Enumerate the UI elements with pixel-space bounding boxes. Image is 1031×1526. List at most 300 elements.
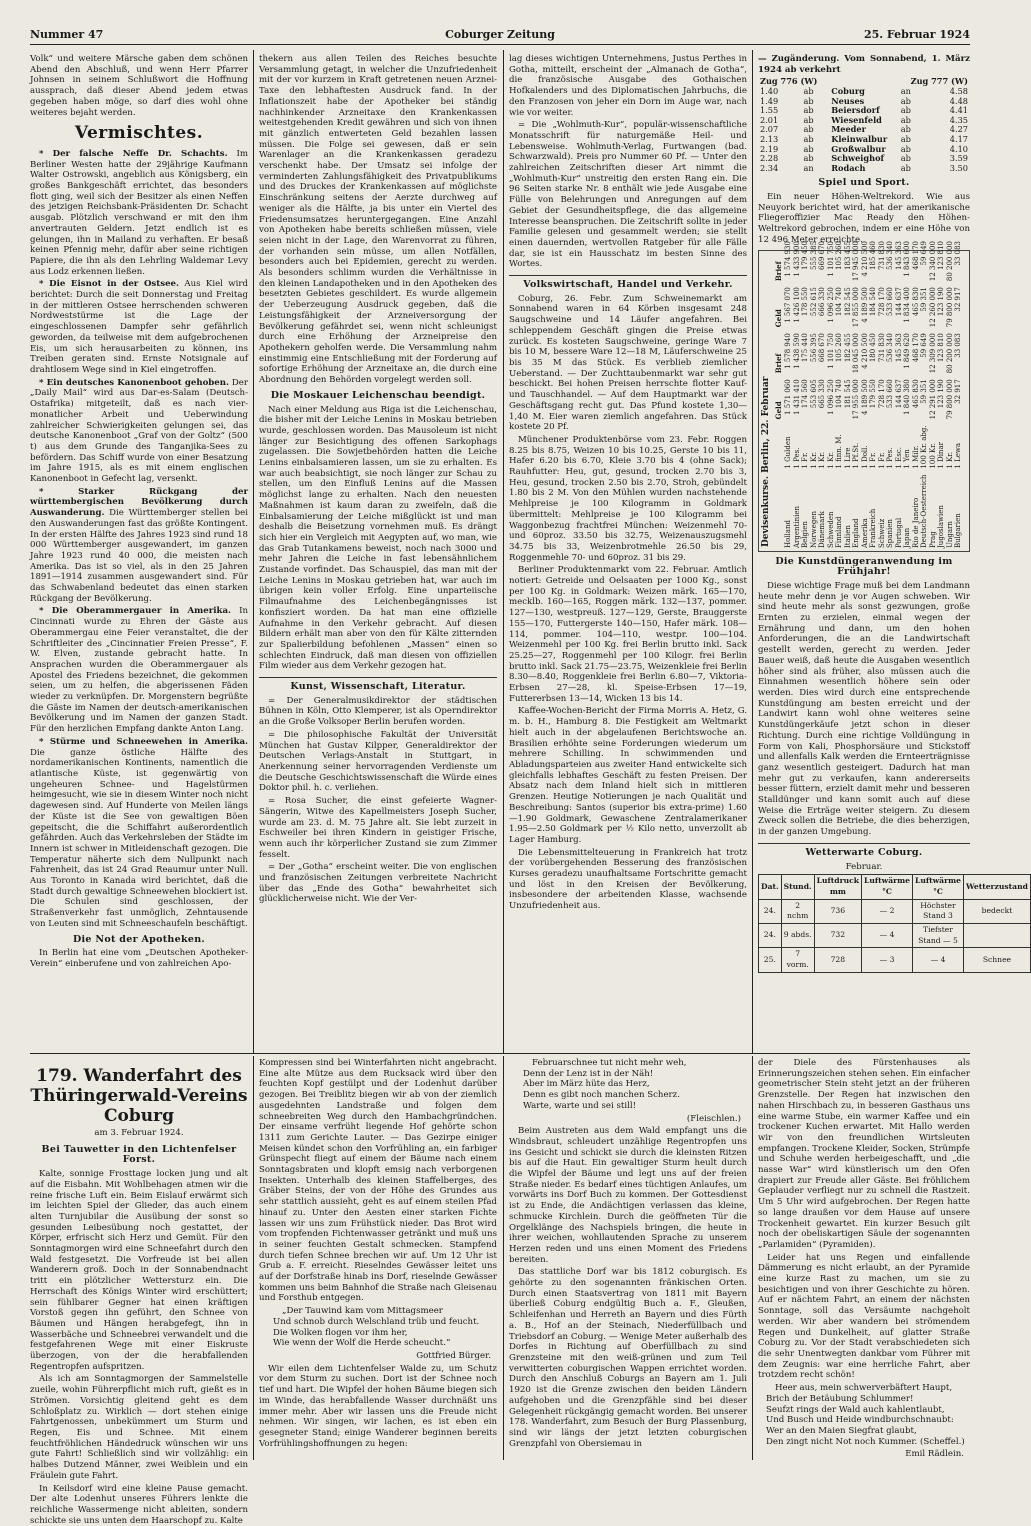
rate-cell: 178 550: [801, 284, 810, 330]
article-body: Als ich am Sonntagmorgen der Sammelstelle zueile, wohin Führerpflicht mich ruft, gießt es in Strömen. Vorsichtig gleitend geht es dem Schloßplatz zu. Wirklich — dort stehen einige Fahrtgenossen, unbekümmert um Sturm und Regen, Eis und Schnee. Mit einem feuchtfröhlichen Händedruck wünschen wir uns gute Fahrt! Schließlich sind wir vollzählig: ein halbes Dutzend Männer, zwei Weiblein und ein Fräulein gute Fahrt.: [30, 1374, 248, 1481]
rate-cell: 180 450: [869, 330, 878, 376]
time-cell: 2.34: [758, 164, 802, 174]
article-body: der Diele des Fürstenhauses als Erinnerungszeichen stehen sehen. Ein einfacher geometrischer Stein steht jetzt an der früheren Grenzstelle. Der Regen hat inzwischen den nahen Hirschbach zu, in besseren Gasthaus uns eine warme Stube, ein warmer Kaffee und ein trockener Kuchen erwartet. Mit Hallo werden wir von den freundlichen Wirtsleuten empfangen. Trockene Kleider, Socken, Strümpfe und Schuhe werden herbeigeschafft, und „die nasse War“ wird künstlerisch um den Ofen drapiert zur Freude aller Gäste. Bei fröhlichem Geplauder verfliegt nur zu schnell die Rastzeit. Um 5 Uhr wird aufgebrochen. Der Regen hatte so lange draußen vor dem Hause auf unsere Trockenheit gewartet. Ein kurzer Besuch gilt noch der obeliskartigen Säule der sogenannten „Parlamiden“ (Pyramiden).: [758, 1058, 970, 1251]
weather-header: [759, 875, 1031, 899]
article-body: Coburg, 26. Febr. Zum Schweinemarkt am Sonnabend waren in 64 Körben insgesamt 248 Saugschweine und 14 Läufer angefahren. Bei schleppendem Geschäft gingen die Preise etwas zurück. Es kosteten Saugschweine, geringe Ware 7 bis 10 M, bessere Ware 12—18 M, Läuferschweine 25 bis 35 M das Stück. Es verblieb ziemlicher Ueberstand. — Der Zuchttaubenmarkt war sehr gut beschickt. Bei hohen Preisen herrschte flotter Kauf- und Tauschhandel. — Auf dem Hauptmarkt war der Geschäftsgang recht gut. Das Pfund kostete 1,30—1,40 M. Eier waren ziemlich angefahren. Das Stück kostete 20 Pf.: [509, 294, 747, 433]
exchange-row: [878, 238, 887, 551]
unit-cell: 1 Kr.: [818, 422, 827, 471]
newspaper-title: Coburger Zeitung: [30, 28, 970, 41]
weather-cell: Schnee: [963, 948, 1030, 972]
station-name: Schweighof: [829, 154, 899, 164]
rate-cell: 728 170: [878, 284, 887, 330]
rate-cell: 33 083: [954, 238, 963, 284]
unit-cell: 1 finn. M.: [835, 422, 844, 471]
exchange-row: [937, 238, 946, 551]
rate-cell: 182 545: [844, 284, 853, 330]
unit-cell: 1 Kr.: [827, 422, 836, 471]
weather-cell: 728: [814, 948, 861, 972]
rate-cell: 728 170: [878, 376, 887, 422]
column-header: Wetterzustand: [963, 875, 1030, 899]
rate-cell: 18 045 000: [852, 330, 861, 376]
time-cell: ab: [899, 164, 927, 174]
country-cell: Prag: [929, 471, 938, 550]
exchange-row: [818, 238, 827, 551]
article-body: In Keilsdorf wird eine kleine Pause gemacht. Der alte Lodenhut unseres Führers lenkte die reichliche Wassermenge nicht ableiten, sondern schickte sie uns unten dem Haarschopf zu. Kalte: [30, 1484, 248, 1526]
time-cell: ab: [802, 116, 830, 126]
weather-cell: — 2: [862, 899, 913, 923]
country-cell: Norwegen: [810, 471, 819, 550]
article-body: Beim Austreten aus dem Wald empfangt uns die Windsbraut, schleudert unzählige Regentropfen uns ins Gesicht und schickt sie durch die kleinsten Ritzen bis auf die Haut. Ein gewaltiger Sturm heult durch die Wipfel der Bäume und legt uns auf der freien Straße nieder. Es bedarf eines tüchtigen Anlaufes, um vorwärts ins Dorf Buch zu kommen. Der Gottesdienst ist zu Ende, die Andächtigen verlassen das kleine, schmucke Kirchlein. Durch die geöffneten Tür die Orgelklänge des Nachspiels bringen, die heute in ihrer weichen, wohllautenden Sprache zu unserem Herzen reden und uns einen Moment des Friedens bereiten.: [509, 1126, 747, 1265]
rate-cell: 468 170: [912, 238, 921, 284]
rate-cell: 1 438 590: [793, 330, 802, 376]
rate-cell: 533 660: [886, 284, 895, 330]
station-name: Rodach: [829, 164, 899, 174]
rate-cell: 536 340: [886, 330, 895, 376]
unit-cell: 1 Milr.: [912, 422, 921, 471]
rate-cell: 33 083: [954, 330, 963, 376]
country-cell: Belgien: [801, 471, 810, 550]
train-timetable: [758, 77, 970, 173]
column-wanderfahrt-1: [30, 1058, 248, 1460]
poem: Februarschnee tut nicht mehr weh, Denn der Lenz ist in der Näh! Aber im März hüte das Herz, Denn es gibt noch manchen Scherz. Warte, warte und sei still!: [509, 1058, 747, 1112]
rate-cell: 183 455: [844, 238, 853, 284]
article-body: Aus Kiel wird berichtet: Durch die seit Donnerstag und Freitag in der mittleren Ostsee herrschenden schweren Nordweststürme ist die Lage der eingeschlossenen Dampfer sehr gefährlich geworden, da teilweise mit dem aufgebrochenen Eis, um sich herausarbeiten zu können, ins Treiben geraten sind. Ernste Notsignale auf drahtlosem Wege sind in Kiel eingetroffen.: [30, 279, 248, 375]
unit-cell: 100 Kr. abg.: [920, 422, 929, 471]
exchange-row: [827, 238, 836, 551]
rate-cell: 1 101 750: [827, 330, 836, 376]
rate-cell: 105 260: [835, 330, 844, 376]
country-cell: Dänemark: [818, 471, 827, 550]
rate-cell: 17 945 000: [852, 238, 861, 284]
time-cell: 1.55: [758, 106, 802, 116]
article-body: = Die „Wohlmuth-Kur“, populär-wissenschaftliche Monatsschrift für naturgemäße Heil- und Lebensweise. Wohlmuth-Verlag, Furtwangen (bad. Schwarzwald). Preis pro Nummer 60 Pf. — Unter den zahlreichen Zeitschriften dieser Art nimmt die „Wohlmuth-Kur“ unstreitig den ersten Rang ein. Die 96 Seiten starke Nr. 8 enthält wie jede Ausgabe eine Fülle von Belehrungen und Anregungen auf dem Gebiet der Gesundheitspflege, die das allgemeine Interesse beanspruchen. Die Zeitschrift sollte in jeder Familie gelesen und gesammelt werden; sie stellt einen dauernden, wertvollen Ratgeber für alle Fälle dar, sie ist ein Hausschatz im besten Sinne des Wortes.: [509, 120, 747, 270]
rate-cell: 4 210 500: [861, 238, 870, 284]
exchange-row: [895, 238, 904, 551]
rate-cell: 123 810: [937, 330, 946, 376]
unit-cell: 1 Fr.: [869, 422, 878, 471]
time-cell: ab: [802, 87, 830, 97]
exchange-row: [801, 238, 810, 551]
rate-cell: 536 340: [886, 238, 895, 284]
station-name: Kleinwalbur: [829, 135, 899, 145]
column-header: Luftwärme °C: [913, 875, 964, 899]
weather-cell: — 4: [862, 924, 913, 948]
weather-row: [759, 924, 1031, 948]
rate-cell: 4 189 500: [861, 376, 870, 422]
exchange-row: [920, 238, 929, 551]
weather-cell: Höchster Stand 3: [913, 899, 964, 923]
column-header: Brief: [774, 238, 785, 284]
article-title: * Stürme und Schneewehen in Amerika.: [39, 737, 248, 747]
rate-cell: 144 637: [895, 376, 904, 422]
rate-cell: 665 330: [818, 376, 827, 422]
rate-cell: 32 917: [954, 376, 963, 422]
article-body: Die Lebensmittelteuerung in Frankreich hat trotz der vorübergehenden Besserung des französischen Kurses geradezu unaufhaltsame Fortschritte gemacht und löst in den Kreisen der Bevölkerung, insbesondere der arbeitenden Klasse, wachsende Unzufriedenheit aus.: [509, 848, 747, 912]
rate-cell: 123 810: [937, 238, 946, 284]
rate-cell: 1 578 940: [784, 330, 793, 376]
rate-cell: 12 260 000: [929, 284, 938, 330]
article-body: Der „Daily Mail“ wird aus Dar-es-Salam (Deutsch-Ostafrika) mitgeteilt, daß es nach vier-monatlicher Arbeit und Ueberwindung zahlreicher Schwierigkeiten gelungen sei, das deutsche Kanonenboot „Graf von der Goltz“ (500 t) aus dem Grunde des Tanganjika-Sees zu befördern. Das Schiff wurde von einer Besatzung im Jahre 1915, als es mit einem englischen Kanonenboot in Gefecht lag, versenkt.: [30, 378, 248, 484]
weather-cell: 736: [814, 899, 861, 923]
column-rule: [503, 50, 504, 1053]
weather-cell: 2 nchm: [781, 899, 814, 923]
article-title: * Die Eisnot in der Ostsee.: [39, 279, 179, 289]
rate-cell: 144 637: [895, 284, 904, 330]
country-cell: Ungarn: [946, 471, 955, 550]
rate-cell: 669 670: [818, 238, 827, 284]
section-heading-sport: Spiel und Sport.: [758, 178, 970, 189]
train-777-label: Zug 777 (W): [899, 77, 970, 87]
rate-cell: 1 849 620: [903, 330, 912, 376]
column-apotheken: [259, 54, 497, 1050]
unit-cell: 1 Yen: [903, 422, 912, 471]
rate-cell: 179 550: [869, 376, 878, 422]
column-wanderfahrt-4: [758, 1058, 970, 1460]
time-cell: ab: [899, 145, 927, 155]
article-body: = Rosa Sucher, die einst gefeierte Wagner-Sängerin, Witwe des Kapellmeisters Joseph Sucher, wurde am 23. d. M. 75 Jahre alt. Sie lebt zurzeit in Eschweiler bei ihren Kindern in geistiger Frische, wenn auch ihr körperlicher Zustand sie zum Zimmer fesselt.: [259, 796, 497, 860]
article-body: Kalte, sonnige Frosttage locken jung und alt auf die Eisbahn. Mit Wohlbehagen atmen wir die reine frische Luft ein. Beim Eislauf erwärmt sich im leichten Spiel der Glieder, das auch einem alten Turnjubilar die Ausübung der sonst so gesunden Leibesübung noch gestattet, der Körper, erfrischt sich Herz und Gemüt. Für den Sonntagmorgen wird eine Schneefahrt durch den Wald festgesetzt. Die Vorfreude ist bei allen Wanderern groß. Doch in der Sonnabendnacht tritt ein plötzlicher Wettersturz ein. Die Herrschaft des Königs Winter wird erschüttert; sein fühlbarer Gegner hat einen kräftigen Vorstoß gegen ihn geführt, den Schnee von Bäumen und Hängen herabgefegt, ihn in Wasserbäche und Schneebrei verwandelt und die festgefahrenen Wege mit einer Eiskruste überzogen, von der die herabfallenden Regentropfen aufspritzen.: [30, 1169, 248, 1372]
unit-cell: 1 Kr.: [946, 422, 955, 471]
country-cell: England: [852, 471, 861, 550]
time-cell: 2.01: [758, 116, 802, 126]
exchange-row: [844, 238, 853, 551]
station-name: Beiersdorf: [829, 106, 899, 116]
station-name: Wiesenfeld: [829, 116, 899, 126]
exchange-row: [954, 238, 963, 551]
rate-cell: 731 830: [878, 238, 887, 284]
column-wirtschaft: [509, 54, 747, 1050]
article-body: Kaffee-Wochen-Bericht der Firma Morris A. Hetz, G. m. b. H., Hamburg 8. Die Festigkeit am Weltmarkt hielt auch in der abgelaufenen Berichtswoche an. Brasilien erhöhte seine Forderungen wiederum um mehrere Schilling. In schwimmenden und Abladungsparteien aus zweiter Hand entwickelte sich gleichfalls lebhaftes Geschäft zu festen Preisen. Der Absatz nach dem Inland hielt sich in mittleren Grenzen. Heutige Notierungen je nach Qualität und Beschreibung: Santos (superior bis extra-prime) 1.60—1.90 Goldmark, Gewaschene Zentralamerikaner 1.95—2.50 Goldmark per ½ Kilo netto, unverzollt ab Lager Hamburg.: [509, 706, 747, 845]
station-name: Großwalbur: [829, 145, 899, 155]
rate-cell: 17 955 000: [852, 376, 861, 422]
rate-cell: 104 740: [835, 284, 844, 330]
rate-cell: 17 855 000: [852, 284, 861, 330]
time-cell: ab: [899, 135, 927, 145]
time-cell: ab: [802, 97, 830, 107]
unit-cell: 100 Kr.: [929, 422, 938, 471]
article-body: Wir eilen dem Lichtenfelser Walde zu, um Schutz vor dem Sturm zu suchen. Dort ist der Schnee noch tief und hart. Die Wipfel der hohen Bäume biegen sich im Winde, das herabfallende Wasser durchnäßt uns immer mehr. Aber wir lassen uns die Freude nicht nehmen. Wir singen, wir lachen, es ist eben ein gesegneter Stand; einige Wanderer beginnen bereits Vorfrühlingshoffnungen zu hegen:: [259, 1364, 497, 1450]
station-name: Neuses: [829, 97, 899, 107]
rate-cell: 468 170: [912, 330, 921, 376]
rate-cell: 12 291 000: [929, 376, 938, 422]
article-body: thekern aus allen Teilen des Reiches besuchte Versammlung getagt, in welcher die Unzufriedenheit mit der vor kurzem in Kraft getretenen neuen Arznei-Taxe den lebhaftesten Ausdruck fand. In der Inflationszeit habe der Apotheker bei ständig nachhinkender Arzneitaxe den Krankenkassen weitestgehenden Kredit gewähren und sich von ihnen mit gänzlich entwerteten Geld bezahlen lassen müssen. Die Folge sei gewesen, daß er sein Warenlager an die Krankenkassen geradezu verschenkt habe. Der Umsatz sei infolge der verminderten Zahlungsfähigkeit des Privatpublikums und des Druckes der Krankenkassen auf möglichste Einschränkung seitens der Aerzte durchweg auf weniger als die Hälfte, ja bis unter ein Viertel des Friedensumsatzes heruntergegangen. Eine Anzahl von Apotheken habe bereits schließen müssen, viele seien nicht in der Lage, den Warenvorrat zu führen, der vorhanden sein müsse, um allen Notfällen, besonders auch bei Epidemien, gerecht zu werden. Als besonders schlimm wurden die Verhältnisse in den kleinen Landapotheken und in den Apotheken des besetzten Gebietes geschildert. Es wurde allgemein der Ueberzeugung Ausdruck gegeben, daß die Leistungsfähigkeit der Arzneiversorgung der Bevölkerung gefährdet sei, wenn nicht schleunigst durch eine Erhöhung der Arzneipreise den Apothekern geholfen werde. Die Versammlung nahm einstimmig eine Entschließung mit der Forderung auf sofortige Erhöhung der Arzneitaxe an, die durch eine Abordnung den Behörden vorgelegt werden soll.: [259, 54, 497, 386]
article-body: Kompressen sind bei Winterfahrten nicht angebracht. Eine alte Mütze aus dem Rucksack wird über den feuchten Kopf gestülpt und der Lodenhut darüber gezogen. Bei Treiblitz biegen wir ab von der ziemlich ausgedehnten Landstraße und folgen dem schneebreiten Weg durch den Hambachgründchen. Der einsame verfrüht liegende Hof gehörte schon 1311 zum Gerichte Lauter. — Das Gezirpe einiger Meisen kündet schon den Vorfrühling an, ein farbiger Grünspecht fliegt auf einem der Bäume nach einem Sonntagsbraten und klopft emsig nach verborgenen Insekten. Unterhalb des kleinen Staffelberges, des Gräber Steins, der von der Höhe des Grundes aus sehr stattlich aussieht, geht es auf einem steilen Pfad hinauf zu. Unter den Aesten einer starken Fichte lassen wir uns zum Frühstück nieder. Das Brot wird vom tropfenden Fichtenwasser getränkt und muß uns in seiner feuchten Gestalt schmecken. Stampfend durch tiefen Schnee brechen wir auf. Um 12 Uhr ist Grub a. F. erreicht. Rieselndes Gewässer leitet uns auf der Dorfstraße hinab ins Dorf, rieselnde Gewässer kommen uns beim Bahnhof die Straße nach Gleisenau und Forsthub entgegen.: [259, 1058, 497, 1304]
weather-cell: 9 abds.: [781, 924, 814, 948]
unit-cell: 1 Fr.: [801, 422, 810, 471]
time-cell: ab: [802, 145, 830, 155]
poem: „Der Tauwind kam vom Mittagsmeer Und schnob durch Welschland trüb und feucht. Die Wolken flogen vor ihm her, Wie wenn der Wolf die Herde scheucht.“: [259, 1306, 497, 1349]
article-body: Das stattliche Dorf war bis 1812 coburgisch. Es gehörte zu den sogenannten fränkischen Orten. Durch einen Staatsvertrag von 1811 mit Bayern überließ Coburg endgültig Buch a. F., Gleußen, Schleifenhan und Herreth an Bayern und dies Fürth a. B., Hof an der Steinach, Niederfüllbach und Triebsdorf an Coburg. — Wenige Meter außerhalb des Dorfes in Richtung auf Oberfüllbach zu sind Grenzsteine mit den weiß-grünen und zum Teil verwitterten coburgischen Wappen errichtet worden. Durch den Anschluß Coburgs an Bayern am 1. Juli 1920 ist die Grenze zwischen den beiden Ländern aufgehoben und die Grenzpfähle sind bei dieser Gelegenheit rückgängig gemacht worden. Bei unserer 178. Wanderfahrt, zum Besuch der Burg Plassenburg, sind wir längs der jetzt letzten coburgischen Grenzpfahl von Obersiemau in: [509, 1267, 747, 1449]
time-cell: 4.10: [926, 145, 970, 155]
rate-cell: 556 395: [810, 330, 819, 376]
rate-cell: 184 540: [869, 284, 878, 330]
rate-cell: 12 340 000: [929, 238, 938, 284]
rate-cell: 59 351: [920, 376, 929, 422]
timetable-row: [758, 164, 970, 174]
column-vermischtes: [30, 54, 248, 1050]
weather-cell: bedeckt: [963, 899, 1030, 923]
section-rule: [30, 1053, 970, 1054]
rate-cell: 1 840 380: [903, 376, 912, 422]
article-body: In Berlin hat eine vom „Deutschen Apotheker-Verein“ einberufene und von zahlreichen Apo-: [30, 948, 248, 969]
rate-cell: 145 363: [895, 330, 904, 376]
article-body: Die ganze östliche Hälfte des nordamerikanischen Kontinents, namentlich die atlantische Küste, ist gegenwärtig von ungeheuren Schnee- und Hagelstürmen heimgesucht, wie sie in diesem Winter noch nicht dagewesen sind. Auf Hunderte von Meilen längs der Küste ist die See von gewaltigen Böen gepeitscht, die die Schiffahrt außerordentlich gefährden. Auch das Verkehrsleben der Städte im Innern ist schwer in Mitleidenschaft gezogen. Die Temperatur näherte sich dem Nullpunkt nach Fahrenheit, das ist 24 Grad Reaumur unter Null. Aus Toronto in Kanada wird berichtet, daß die Stadt durch gewaltige Schneewehen blockiert ist. Die Schulen sind geschlossen, der Straßenverkehr fast unmöglich, Zehntausende von Leuten sind mit Schneeschaufeln beschäftigt.: [30, 748, 248, 929]
exchange-row: [869, 238, 878, 551]
rate-cell: 12 309 000: [929, 330, 938, 376]
rate-cell: 731 830: [878, 330, 887, 376]
article-body: Nach einer Meldung aus Riga ist die Leichenschau, die bisher mit der Leiche Lenins in Moskau betrieben wurde, geschlossen worden. Das Mausoleum ist nicht länger zur Besichtigung des offenen Sarkophags zugelassen. Die Sowjetbehörden hatten die Leiche Lenins einbalsamieren lassen, um sie zu erhalten. Es war auch beabsichtigt, sie noch länger zur Schau zu stellen, um den Einfluß Lenins auf die Massen möglichst lange zu erhalten. Nach den neuesten Maßnahmen ist kaum daran zu zweifeln, daß die Einbalsamierung der Leiche mißglückt ist und man deshalb die Beisetzung vornehmen muß. Es drängt sich hier ein Vergleich mit Aegypten auf, wo man, wie das Grab Tutankamens beweist, noch nach 3000 und mehr Jahren die Leiche in fast lebensähnlichem Zustande vorfindet. Das Schauspiel, das man mit der Leiche Lenins in Moskau getrieben hat, war auch im übrigen kein voller Erfolg. Eine unparteiische Filmaufnahme des Leichenbegängnisses ist konfisziert worden. Da hat man eine offizielle Aufnahme in den Verkehr gebracht. Auf diesen Bildern erhält man aber von den für Kälte zitternden zur Spalierbildung befohlenen „Massen“ einen so schlechten Eindruck, daß man diesen von offiziellen Film wieder aus dem Verkehr gezogen hat.: [259, 405, 497, 673]
station-name: Meeder: [829, 125, 899, 135]
country-cell: Jugoslawien: [937, 471, 946, 550]
rate-cell: 182 455: [844, 330, 853, 376]
time-cell: 3.59: [926, 154, 970, 164]
wanderfahrt-date: am 3. Februar 1924.: [30, 1128, 248, 1139]
poem: Heer aus, mein schwerverbäftert Haupt, Brich der Betäubung Schlummer! Seufzt rings der Wald auch kahlentlaubt, Und Busch und Heide windburchschnaubt: Wer an den Maien Siegfrat glaubt, Den zingt nicht Not noch Kummer. (Scheffel.): [758, 1383, 970, 1447]
poem-author: Gottfried Bürger.: [259, 1351, 497, 1362]
rate-cell: 80 200 000: [946, 238, 955, 284]
unit-cell: 1 Pes.: [793, 422, 802, 471]
devisen-city: Berlin: [761, 441, 771, 472]
article-title: * Die Oberammergauer in Amerika.: [39, 606, 231, 616]
page-header: [30, 28, 970, 45]
rate-cell: 553 605: [810, 376, 819, 422]
article-body: Diese wichtige Frage muß bei dem Landmann heute mehr denn je vor Augen schweben. Wir sind heute mehr als sonst gezwungen, große Ernten zu erzielen, einmal wegen der Ernährung und dann, um den hohen Anforderungen, die an die Landwirtschaft gestellt werden, gerecht zu werden. Jeder Bauer weiß, daß heute die Ausgaben wesentlich höher sind als früher, also müssen auch die Einnahmen wesentlich höhere sein oder werden. Dies wird durch eine entsprechende Kunstdüngung am besten erreicht und der Landwirt kann wohl ohne weiteres seine Kunstdüngerkäufe jetzt schon in dieser Richtung. Durch eine richtige Volldüngung in Form von Kali, Phosphorsäure und Stickstoff und allenfalls Kalk werden die Ernteerträgnisse ganz wesentlich gesteigert. Dadurch hat man mehr gut zu verkaufen, kann andererseits besser füttern, erzielt damit mehr und besseren Stalldünger und kann somit auch auf diese Weise die Erträge weiter steigern. Zu diesem Zweck sollen die Betriebe, die dies beherzigen, in der ganzen Umgebung.: [758, 581, 970, 838]
time-cell: 1.49: [758, 97, 802, 107]
rate-cell: 1 574 930: [784, 238, 793, 284]
column-wanderfahrt-2: [259, 1058, 497, 1460]
country-cell: Holland: [784, 471, 793, 550]
country-cell: Schweden: [827, 471, 836, 550]
unit-cell: 1 Lire: [844, 422, 853, 471]
exchange-row: [886, 238, 895, 551]
rate-cell: 1 101 750: [827, 238, 836, 284]
time-cell: ab: [899, 125, 927, 135]
column-header: Dat.: [759, 875, 782, 899]
rate-cell: 59 351: [920, 284, 929, 330]
country-cell: Amerika: [861, 471, 870, 550]
devisen-header: [774, 238, 785, 551]
rate-cell: 1 834 400: [903, 284, 912, 330]
article-heading-kunstduenger: Die Kunstdüngeranwendung im Frühjahr!: [758, 557, 970, 578]
time-cell: 4.27: [926, 125, 970, 135]
time-cell: an: [899, 87, 927, 97]
rate-cell: 1 431 410: [793, 376, 802, 422]
devisen-title: Devisenkurse.: [761, 476, 771, 547]
rate-cell: 123 190: [937, 376, 946, 422]
country-cell: Portugal: [895, 471, 904, 550]
time-cell: ab: [899, 106, 927, 116]
rate-cell: 80 200 000: [946, 330, 955, 376]
rate-cell: 185 460: [869, 238, 878, 284]
column-rule: [503, 1056, 504, 1460]
weather-cell: 7 vorm.: [781, 948, 814, 972]
unit-cell: 1 Lewa: [954, 422, 963, 471]
unit-cell: 1 Esc.: [895, 422, 904, 471]
weather-table: [758, 874, 1031, 973]
time-cell: ab: [899, 154, 927, 164]
country-cell: Argentinien: [793, 471, 802, 550]
rate-cell: 4 189 500: [861, 284, 870, 330]
time-cell: an: [802, 164, 830, 174]
column-header: Luftwärme °C: [862, 875, 913, 899]
exchange-row: [946, 238, 955, 551]
exchange-row: [861, 238, 870, 551]
rate-cell: 1 426 100: [793, 284, 802, 330]
exchange-row: [929, 238, 938, 551]
train-change-notice: — Zugänderung. Vom Sonnabend, 1. März 1924 ab verkehrt: [758, 54, 970, 75]
weather-month: Februar.: [758, 862, 970, 873]
section-heading-vermischtes: Vermischtes.: [30, 128, 248, 139]
time-cell: ab: [802, 135, 830, 145]
country-cell: Finnland: [835, 471, 844, 550]
rate-cell: 555 385: [810, 238, 819, 284]
country-cell: Schweiz: [878, 471, 887, 550]
rate-cell: 59 649: [920, 238, 929, 284]
country-cell: Japan: [903, 471, 912, 550]
weather-cell: 25.: [759, 948, 782, 972]
wanderfahrt-subtitle: Bei Tauwetter in den Lichtenfelser Forst.: [30, 1145, 248, 1166]
weather-cell: — 4: [913, 948, 964, 972]
rate-cell: 123 190: [937, 284, 946, 330]
time-cell: ab: [899, 116, 927, 126]
weather-cell: [963, 924, 1030, 948]
exchange-row: [835, 238, 844, 551]
exchange-row: [852, 238, 861, 551]
article-body: Münchener Produktenbörse vom 23. Febr. Roggen 8.25 bis 8.75, Weizen 10 bis 10.25, Gerste 10 bis 11, Hafer 6.20 bis 6.70, Kleie 3.70 bis 4 (ohne Sack); Rauhfutter: Heu, gut, gesund, trocken 2.70 bis 3, Heu, gesund, trocken 2.50 bis 2.70, Stroh, gebündelt 1.80 bis 2 M. Von den Mühlen wurden nachstehende Mehlpreise je 100 Kilogramm in Goldmark übermittelt: Mehlpreise je 100 Kilogramm bei Waggonbezug frachtfrei München: Weizenmehl 70- und 60proz. 33.50 bis 32.75, Weizenauszugsmehl 34.75 bis 33, Weizenbrotmehle 26.50 bis 29, Roggenmehle 70- und 60proz. 31 bis 29.: [509, 435, 747, 563]
rate-cell: 533 660: [886, 376, 895, 422]
rate-cell: 79 800 000: [946, 284, 955, 330]
article-title: * Ein deutsches Kanonenboot gehoben.: [39, 378, 229, 388]
time-cell: 2.13: [758, 135, 802, 145]
article-body: In Cincinnati wurde zu Ehren der Gäste aus Oberammergau eine Feier veranstaltet, die der Schriftleiter des „Cincinnatier Freien Presse“, F. W. Elven, zustande gebracht hatte. In Ansprachen wurden die Oberammergauer als Apostel des Friedens bezeichnet, die gekommen seien, um zu helfen, die abgerissenen Fäden wieder zu verknüpfen. Dr. Morgenstern begrüßte die Gäste im Namen der deutsch-amerikanischen Bevölkerung und im Namen der ganzen Stadt. Für den herzlichen Empfang dankte Anton Lang.: [30, 606, 248, 734]
country-cell: Rio de Janeiro: [912, 471, 921, 550]
time-cell: ab: [802, 106, 830, 116]
rate-cell: 145 363: [895, 238, 904, 284]
column-header: Luftdruck mm: [814, 875, 861, 899]
article-author: Emil Rädlein.: [758, 1449, 970, 1460]
rate-cell: 104 740: [835, 376, 844, 422]
column-rule: [253, 50, 254, 1053]
column-header: Geld: [774, 376, 785, 422]
column-wanderfahrt-3: [509, 1058, 747, 1460]
rate-cell: 79 800 000: [946, 376, 955, 422]
column-header: Geld: [774, 284, 785, 330]
article-heading-lenin: Die Moskauer Leichenschau beendigt.: [259, 391, 497, 402]
rate-cell: 552 615: [810, 284, 819, 330]
exchange-row: [784, 238, 793, 551]
weather-title: Wetterwarte Coburg.: [758, 843, 970, 859]
station-name: Coburg: [829, 87, 899, 97]
column-rule: [752, 50, 753, 1053]
article-body: Leider hat uns Regen und einfallende Dämmerung es nicht erlaubt, an der Pyramide eine kurze Rast zu machen, um sie zu besichtigen und von ihrer Geschichte zu hören. Auf er nächtem Fahrt, an einem der nächsten Sonntage, soll das Versäumte nachgeholt werden. Wir aber wandern bei strömendem Regen und Dunkelheit, auf glatter Straße Coburg zu. Vor der Stadt verabschiedeten sich die sehr Unentwegten dankbar vom Führer mit dem Zeugnis: war eine herrliche Fahrt, aber trotzdem recht schön!: [758, 1253, 970, 1381]
weather-cell: 732: [814, 924, 861, 948]
rate-cell: 1 843 600: [903, 238, 912, 284]
article-body: Im Berliner Westen hatte der 29jährige Kaufmann Walter Ostrowski, angeblich aus Königsberg, ein großes Bankgeschäft errichtet, das besonders flott ging, weil sich der Besitzer als einen Neffen des jetzigen Reichsbank-Präsidenten Dr. Schacht ausgab. Plötzlich verschwand er mit den ihm anvertrauten Geldern. Jetzt endlich ist es gelungen, ihn in Mailand zu verhaften. Er besaß keinen Pfennig mehr, dafür aber seine richtigen Papiere, die ihn als den Lehrling Waldemar Levy aus Lodz erkennen ließen.: [30, 149, 248, 277]
rate-cell: 1 571 060: [784, 376, 793, 422]
rate-cell: 105 260: [835, 238, 844, 284]
article-body: = Der Generalmusikdirektor der städtischen Bühnen in Köln, Otto Klemperer, ist als Operndirektor an die Große Volksoper Berlin berufen worden.: [259, 696, 497, 728]
time-cell: 4.35: [926, 116, 970, 126]
article-body: Berliner Produktenmarkt vom 22. Februar. Amtlich notiert: Getreide und Oelsaaten per 1000 Kg., sonst per 100 Kg. in Goldmark: Weizen märk. 165—170, mecklb. 160—165, Roggen märk. 132—137, pommer. 127—130, westpreuß. 127—129, Gerste, Brauggerste 155—170, Futtergerste 140—150, Hafer märk. 108—114, pommer. 104—110, westpr. 100—104. Weizenmehl per 100 Kg. frei Berlin brutto inkl. Sack 25.25—27, Roggenmehl per 100 Kilogr. frei Berlin brutto inkl. Sack 21.75—23.75, Weizenkleie frei Berlin 8.30—8.40, Roggenkleie frei Berlin 6.80—7, Viktoria-Erbsen 27—28, kl. Speise-Erbsen 17—19, Futtererbsen 13—14, Wicken 13 bis 14.: [509, 565, 747, 704]
country-cell: Deutsch-Oesterreich: [920, 471, 929, 550]
poem-author: (Fleischlen.): [509, 1114, 747, 1125]
time-cell: 2.19: [758, 145, 802, 155]
rate-cell: 59 649: [920, 330, 929, 376]
rate-cell: 1 096 250: [827, 376, 836, 422]
unit-cell: 1 Dinar: [937, 422, 946, 471]
unit-cell: 1 Pf.St.: [852, 422, 861, 471]
column-verkehr: [758, 54, 970, 1050]
weather-cell: 24.: [759, 924, 782, 948]
rate-cell: 175 440: [801, 330, 810, 376]
exchange-row: [912, 238, 921, 551]
rate-cell: 32 917: [954, 284, 963, 330]
devisen-date: 22. Februar: [761, 376, 771, 435]
weather-cell: Tiefster Stand — 5: [913, 924, 964, 948]
country-cell: Spanien: [886, 471, 895, 550]
exchange-rate-table: Devisenkurse. Berlin, 22. Februar Geld Brief Geld Brief Holland 1 Gulden 1 571 060 1 578 940 1 567 070 1 574 930 Argentinien 1 Pes. 1 431 410 1 438 590 1 426 100 1 433 900 Belgien 1 Fr. 174 560 175 440 178 550 179 450 Norwegen 1 Kr. 553 605 556 395 552 615 555 385 Dänemark 1 Kr. 665 330 668 670 666 330 669 670 Schweden 1 Kr. 1 096 250 1 101 750 1 096 250 1 101 750 Finnland 1 finn. M. 104 740 105 260 104 740 105 260 Italien 1 Lire 181 545 182 455 182 545 183 455 England 1 Pf.St. 17 955 000 18 045 000 17 855 000 17 945 000 Amerika 1 Doll. 4 189 500 4 210 500 4 189 500 4 210 500 Frankreich 1 Fr. 179 550 180 450 184 540 185 460 Schweiz 1 Fr. 728 170 731 830 728 170 731 830 Spanien 1 Pes. 533 660 536 340 533 660 536 340 Portugal 1 Esc. 144 637 145 363 144 637 145 363 Japan 1 Yen 1 840 380 1 849 620 1 834 400 1 843 600 Rio de Janeiro 1 Milr. 465 830 468 170 465 830 468 170 Deutsch-Oesterreich 100 Kr. abg. 59 351 59 649 59 351 59 649 Prag 100 Kr. 12 291 000 12 309 000 12 260 000 12 340 000 Jugoslawien 1 Dinar 123 190 123 810 123 190 123 810 Ungarn 1 Kr. 79 800 000 80 200 000 79 800 000 80 200 000 Bulgarien 1 Lewa 32 917 33 083 32 917 33 083: [758, 250, 970, 552]
weather-cell: 24.: [759, 899, 782, 923]
unit-cell: 1 Pes.: [886, 422, 895, 471]
rate-cell: 465 830: [912, 284, 921, 330]
train-776-label: Zug 776 (W): [758, 77, 829, 87]
rate-cell: 179 450: [801, 238, 810, 284]
column-header: Stund.: [781, 875, 814, 899]
column-rule: [752, 1056, 753, 1460]
time-cell: ab: [802, 125, 830, 135]
article-body: = Die philosophische Fakultät der Universität München hat Gustav Kilpper, Generaldirektor der Deutschen Verlags-Anstalt in Stuttgart, in Anerkennung seiner hervorragenden Verdienste um die Deutsche Geschichtswissenschaft die Würde eines Doktor phil. h. c. verliehen.: [259, 730, 497, 794]
wanderfahrt-title: 179. Wanderfahrt des Thüringerwald-Vereins Coburg: [30, 1066, 248, 1126]
exchange-row: [793, 238, 802, 551]
unit-cell: 1 Kr.: [810, 422, 819, 471]
weather-row: [759, 948, 1031, 972]
weather-row: [759, 899, 1031, 923]
rate-cell: 4 210 500: [861, 330, 870, 376]
weather-cell: — 3: [862, 948, 913, 972]
section-heading-kunst: Kunst, Wissenschaft, Literatur.: [259, 677, 497, 693]
country-cell: Italien: [844, 471, 853, 550]
section-heading-volkswirtschaft: Volkswirtschaft, Handel und Verkehr.: [509, 275, 747, 291]
rate-cell: 181 545: [844, 376, 853, 422]
article-body: Die Württemberger stellen bei den Auswanderungen fast das größte Kontingent. In der ersten Hälfte des Jahres 1923 sind rund 18 000 Württemberger ausgewandert, im ganzen Jahre 1923 rund 40 000, die meisten nach Amerika. Das ist so viel, als in den 25 Jahren 1891—1914 zusammen ausgewandert sind. Für das Schwabenland bedeutet das einen starken Rückgang der Bevölkerung.: [30, 508, 248, 604]
rate-cell: 668 670: [818, 330, 827, 376]
issue-number: Nummer 47: [30, 28, 103, 41]
country-cell: Bulgarien: [954, 471, 963, 550]
timetable-row: [758, 87, 970, 97]
time-cell: 1.40: [758, 87, 802, 97]
time-cell: 3.50: [926, 164, 970, 174]
time-cell: 4.48: [926, 97, 970, 107]
column-header: Brief: [774, 330, 785, 376]
article-body: lag dieses wichtigen Unternehmens, Justus Perthes in Gotha, mitteilt, erscheint der „Almanach de Gotha“, die französische Ausgabe des Gothaischen Hofkalenders und des Diplomatischen Jahrbuchs, die den Franzosen von jeher ein Dorn im Auge war, nach wie vor weiter.: [509, 54, 747, 118]
exchange-row: [810, 238, 819, 551]
country-cell: Frankreich: [869, 471, 878, 550]
time-cell: 2.07: [758, 125, 802, 135]
rate-cell: 1 567 070: [784, 284, 793, 330]
article-title: * Starker Rückgang der württembergischen Bevölkerung durch Auswanderung.: [30, 487, 248, 518]
unit-cell: 1 Doll.: [861, 422, 870, 471]
unit-cell: 1 Gulden: [784, 422, 793, 471]
article-title: * Der falsche Neffe Dr. Schachts.: [39, 149, 228, 159]
time-cell: 4.58: [926, 87, 970, 97]
rate-cell: 1 433 900: [793, 238, 802, 284]
column-rule: [253, 1056, 254, 1460]
rate-cell: 666 330: [818, 284, 827, 330]
concert-ending: Volk“ und weitere Märsche gaben dem schönen Abend den Abschluß, und wenn Herr Pfarrer Johnsen in seinem Schlußwort die Hoffnung aussprach, daß dieser Abend jedem etwas gegeben haben möge, so darf dies wohl ohne weiteres bejaht werden.: [30, 54, 248, 118]
time-cell: 4.17: [926, 135, 970, 145]
article-heading-apotheken: Die Not der Apotheken.: [30, 935, 248, 946]
rate-cell: 465 830: [912, 376, 921, 422]
